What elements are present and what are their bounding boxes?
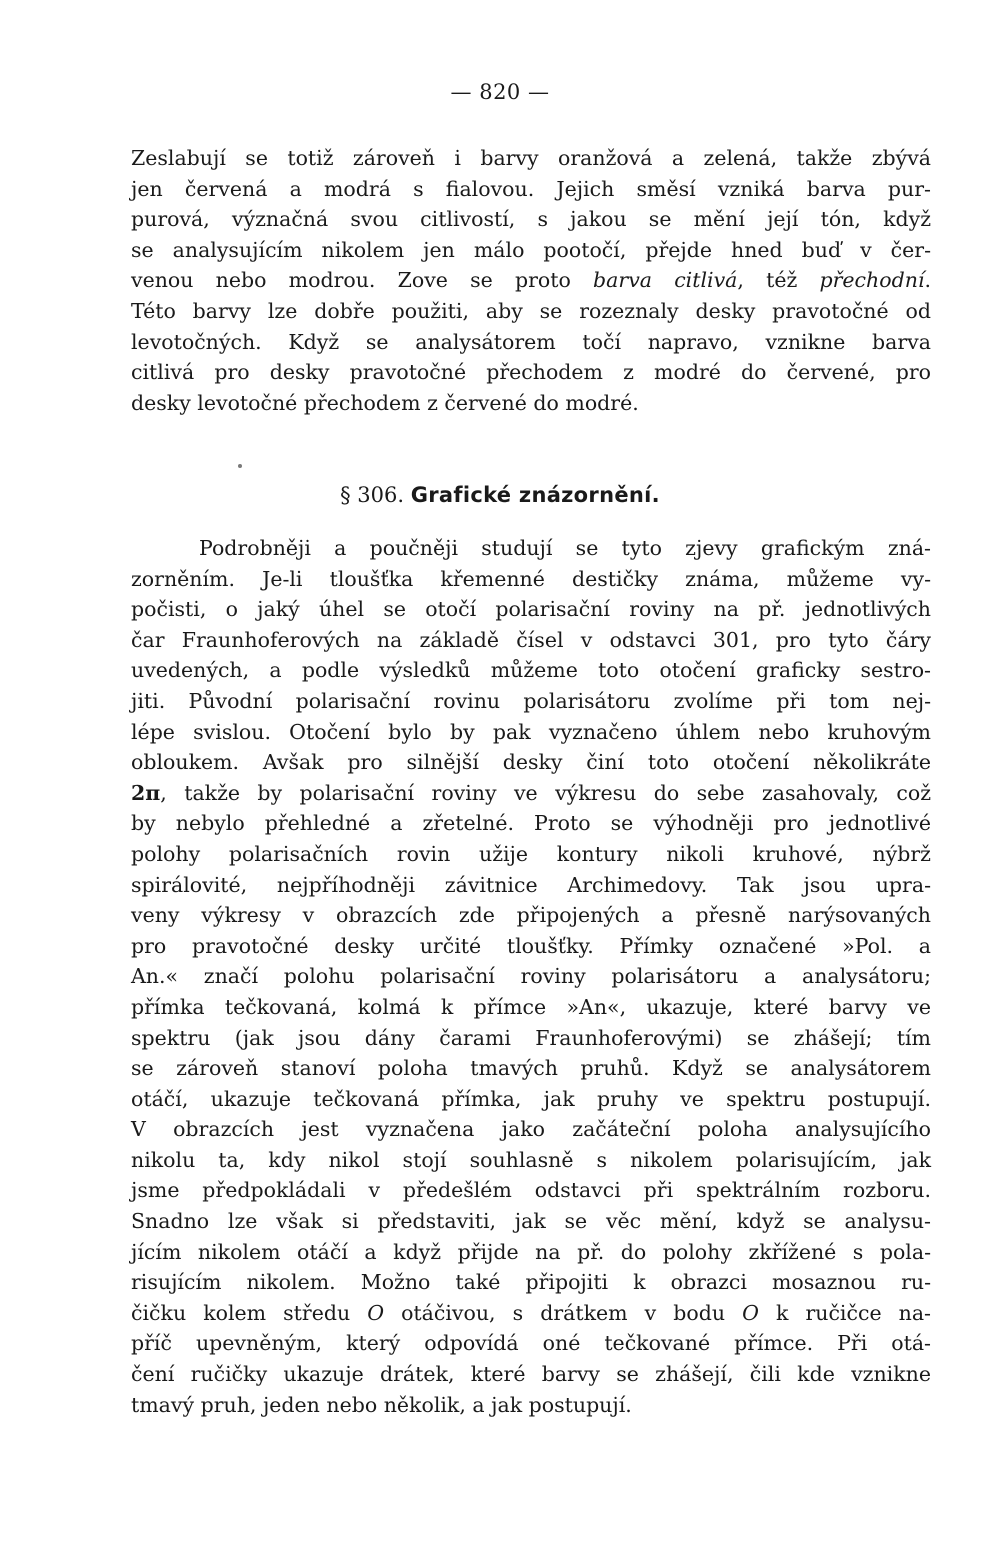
text-run: venou nebo modrou. Zove se proto	[131, 268, 594, 293]
text-line: nikolu ta, kdy nikol stojí souhlasně s nikolem polarisujícím, jak	[131, 1147, 931, 1172]
text-run: , takže by polarisační roviny ve výkresu do sebe zasahovaly, což	[160, 780, 931, 805]
text-run: otáčivou, s drátkem v bodu	[384, 1300, 743, 1325]
text-line: citlivá pro desky pravotočné přechodem z modré do červené, pro	[131, 360, 931, 385]
text-line: pro pravotočné desky určité tloušťky. Přímky označené »Pol. a	[131, 933, 931, 958]
text-line: přímka tečkovaná, kolmá k přímce »An«, ukazuje, které barvy ve	[131, 994, 931, 1019]
text-run: , též	[737, 268, 820, 293]
text-line: risujícím nikolem. Možno také připojiti k obrazci mosaznou ru-	[131, 1270, 931, 1295]
text-line	[131, 778, 931, 809]
text-line: Zeslabují se totiž zároveň i barvy oranžová a zelená, takže zbývá	[131, 146, 931, 170]
text-line: polohy polarisačních rovin užije kontury nikoli kruhové, nýbrž	[131, 841, 931, 866]
term-barva-citliva: barva citlivá	[593, 268, 738, 293]
text-line: An.« značí polohu polarisační roviny polarisátoru a analysátoru;	[131, 964, 931, 989]
text-line: jen červená a modrá s fialovou. Jejich směsí vzniká barva pur-	[131, 176, 931, 201]
text-line: otáčí, ukazuje tečkovaná přímka, jak pruhy ve spektru postupují.	[131, 1086, 931, 1111]
text-line: V obrazcích jest vyznačena jako začáteční poloha analysujícího	[131, 1117, 931, 1142]
point-o: O	[742, 1300, 759, 1325]
term-prechodni: přechodní	[819, 268, 925, 293]
text-line: jiti. Původní polarisační rovinu polarisátoru zvolíme při tom nej-	[131, 688, 931, 713]
text-line: uvedených, a podle výsledků můžeme toto otočení graficky sestro-	[131, 658, 931, 683]
text-line: čar Fraunhoferových na základě čísel v odstavci 301, pro tyto čáry	[131, 627, 931, 652]
page-number: — 820 —	[450, 80, 550, 104]
text-line: jícím nikolem otáčí a když přijde na př. do polohy zkřížené s pola-	[131, 1239, 931, 1264]
text-line	[131, 1298, 931, 1329]
section-title: Grafické znázornění.	[410, 483, 660, 507]
text-line: jsme předpokládali v předešlém odstavci při spektrálním rozboru.	[131, 1178, 931, 1203]
text-line: zorněním. Je-li tloušťka křemenné destičky známa, můžeme vy-	[131, 566, 931, 591]
text-line: by nebylo přehledné a zřetelné. Proto se výhodněji pro jednotlivé	[131, 811, 931, 836]
math-2pi: 2π	[131, 780, 161, 805]
text-run: k ručičce na-	[758, 1300, 931, 1325]
text-line: čení ručičky ukazuje drátek, které barvy se zhášejí, čili kde vznikne	[131, 1362, 931, 1387]
text-line: příč upevněným, který odpovídá oné tečkované přímce. Při otá-	[131, 1331, 931, 1356]
text-line: spektru (jak jsou dány čarami Fraunhoferovými) se zhášejí; tím	[131, 1025, 931, 1050]
text-line	[131, 265, 931, 296]
text-line: purová, význačná svou citlivostí, s jakou se mění její tón, když	[131, 207, 931, 232]
point-o: O	[367, 1300, 385, 1325]
text-line: Podrobněji a poučněji studují se tyto zjevy grafickým zná-	[199, 536, 931, 560]
paragraph-color-sensitive	[131, 143, 931, 418]
text-line: Snadno lze však si představiti, jak se věc mění, když se analysu-	[131, 1209, 931, 1234]
text-line: Této barvy lze dobře použiti, aby se rozeznaly desky pravotočné od	[131, 298, 931, 323]
text-run: čičku kolem středu	[131, 1300, 368, 1325]
section-heading	[0, 480, 1000, 510]
text-line: levotočných. Když se analysátorem točí napravo, vznikne barva	[131, 329, 931, 354]
text-line: veny výkresy v obrazcích zde připojených a přesně narýsovaných	[131, 903, 931, 928]
text-run: .	[924, 268, 931, 293]
text-line: se analysujícím nikolem jen málo pootočí, přejde hned buď v čer-	[131, 237, 931, 262]
text-line: tmavý pruh, jeden nebo několik, a jak postupují.	[131, 1392, 632, 1417]
text-line: obloukem. Avšak pro silnější desky činí toto otočení několikráte	[131, 750, 931, 775]
paragraph-graphic-representation	[131, 533, 931, 1420]
text-line: počisti, o jaký úhel se otočí polarisační roviny na př. jednotlivých	[131, 597, 931, 622]
print-speck	[238, 464, 242, 468]
section-number: § 306.	[340, 483, 405, 507]
text-line: lépe svislou. Otočení bylo by pak vyznačeno úhlem nebo kruhovým	[131, 719, 931, 744]
text-line: desky levotočné přechodem z červené do modré.	[131, 390, 639, 415]
text-line: se zároveň stanoví poloha tmavých pruhů. Když se analysátorem	[131, 1056, 931, 1081]
text-line: spirálovité, nejpříhodněji závitnice Archimedovy. Tak jsou upra-	[131, 872, 931, 897]
